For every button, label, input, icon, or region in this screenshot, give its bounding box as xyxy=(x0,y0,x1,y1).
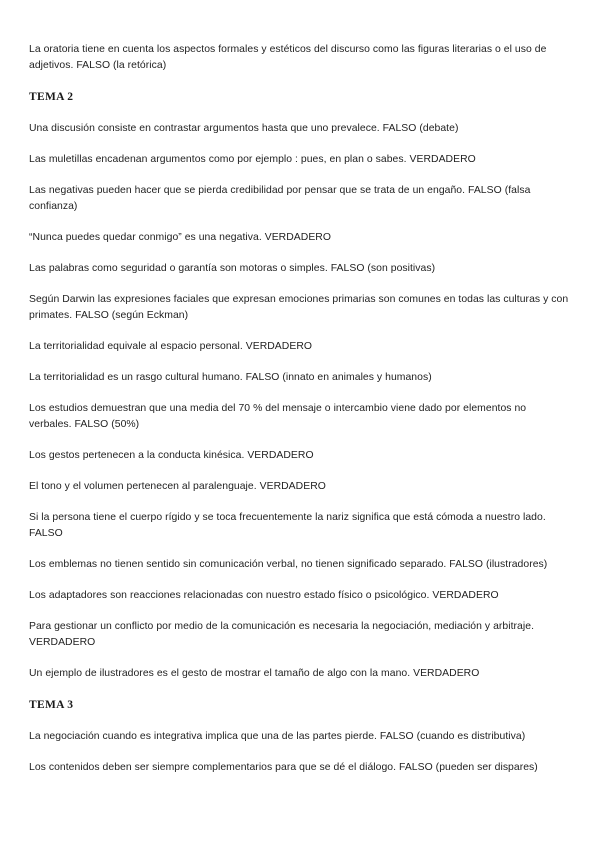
statement-paragraph: Los adaptadores son reacciones relacionadas con nuestro estado físico o psicológico. VERDADERO xyxy=(29,590,499,601)
statement-paragraph: La territorialidad es un rasgo cultural humano. FALSO (innato en animales y humanos) xyxy=(29,372,432,383)
statement-paragraph: Las muletillas encadenan argumentos como por ejemplo : pues, en plan o sabes. VERDADERO xyxy=(29,154,476,165)
statement-paragraph: Los gestos pertenecen a la conducta kinésica. VERDADERO xyxy=(29,450,314,461)
statement-paragraph: La territorialidad equivale al espacio personal. VERDADERO xyxy=(29,341,313,352)
statement-paragraph: Una discusión consiste en contrastar argumentos hasta que uno prevalece. FALSO (debate) xyxy=(29,123,459,134)
statement-paragraph: Si la persona tiene el cuerpo rígido y se toca frecuentemente la nariz significa que está cómoda a nuestro lado. FALSO xyxy=(29,512,546,539)
statement-paragraph: Los estudios demuestran que una media del 70 % del mensaje o intercambio viene dado por elementos no verbales. FALSO (50%) xyxy=(29,403,527,430)
statement-paragraph: Un ejemplo de ilustradores es el gesto de mostrar el tamaño de algo con la mano. VERDADERO xyxy=(29,668,480,679)
section-heading-tema-3: TEMA 3 xyxy=(29,699,74,711)
statement-paragraph: La negociación cuando es integrativa implica que una de las partes pierde. FALSO (cuando es distributiva) xyxy=(29,731,526,742)
statement-paragraph: La oratoria tiene en cuenta los aspectos formales y estéticos del discurso como las figuras literarias o el uso de adjetivos. FALSO (la retórica) xyxy=(29,44,547,71)
statement-paragraph: Para gestionar un conflicto por medio de la comunicación es necesaria la negociación, mediación y arbitraje. VERDADERO xyxy=(29,621,535,648)
statement-paragraph: Las palabras como seguridad o garantía son motoras o simples. FALSO (son positivas) xyxy=(29,263,436,274)
document-body xyxy=(29,42,571,791)
statement-paragraph: “Nunca puedes quedar conmigo” es una negativa. VERDADERO xyxy=(29,232,331,243)
statement-paragraph: El tono y el volumen pertenecen al paralenguaje. VERDADERO xyxy=(29,481,326,492)
statement-paragraph: Las negativas pueden hacer que se pierda credibilidad por pensar que se trata de un engaño. FALSO (falsa confianza) xyxy=(29,185,531,212)
statement-paragraph: Según Darwin las expresiones faciales que expresan emociones primarias son comunes en todas las culturas y con primates. FALSO (según Eckman) xyxy=(29,294,569,321)
statement-paragraph: Los emblemas no tienen sentido sin comunicación verbal, no tienen significado separado. FALSO (ilustradores) xyxy=(29,559,548,570)
statement-paragraph: Los contenidos deben ser siempre complementarios para que se dé el diálogo. FALSO (pueden ser dispares) xyxy=(29,762,538,773)
section-heading-tema-2: TEMA 2 xyxy=(29,91,74,103)
